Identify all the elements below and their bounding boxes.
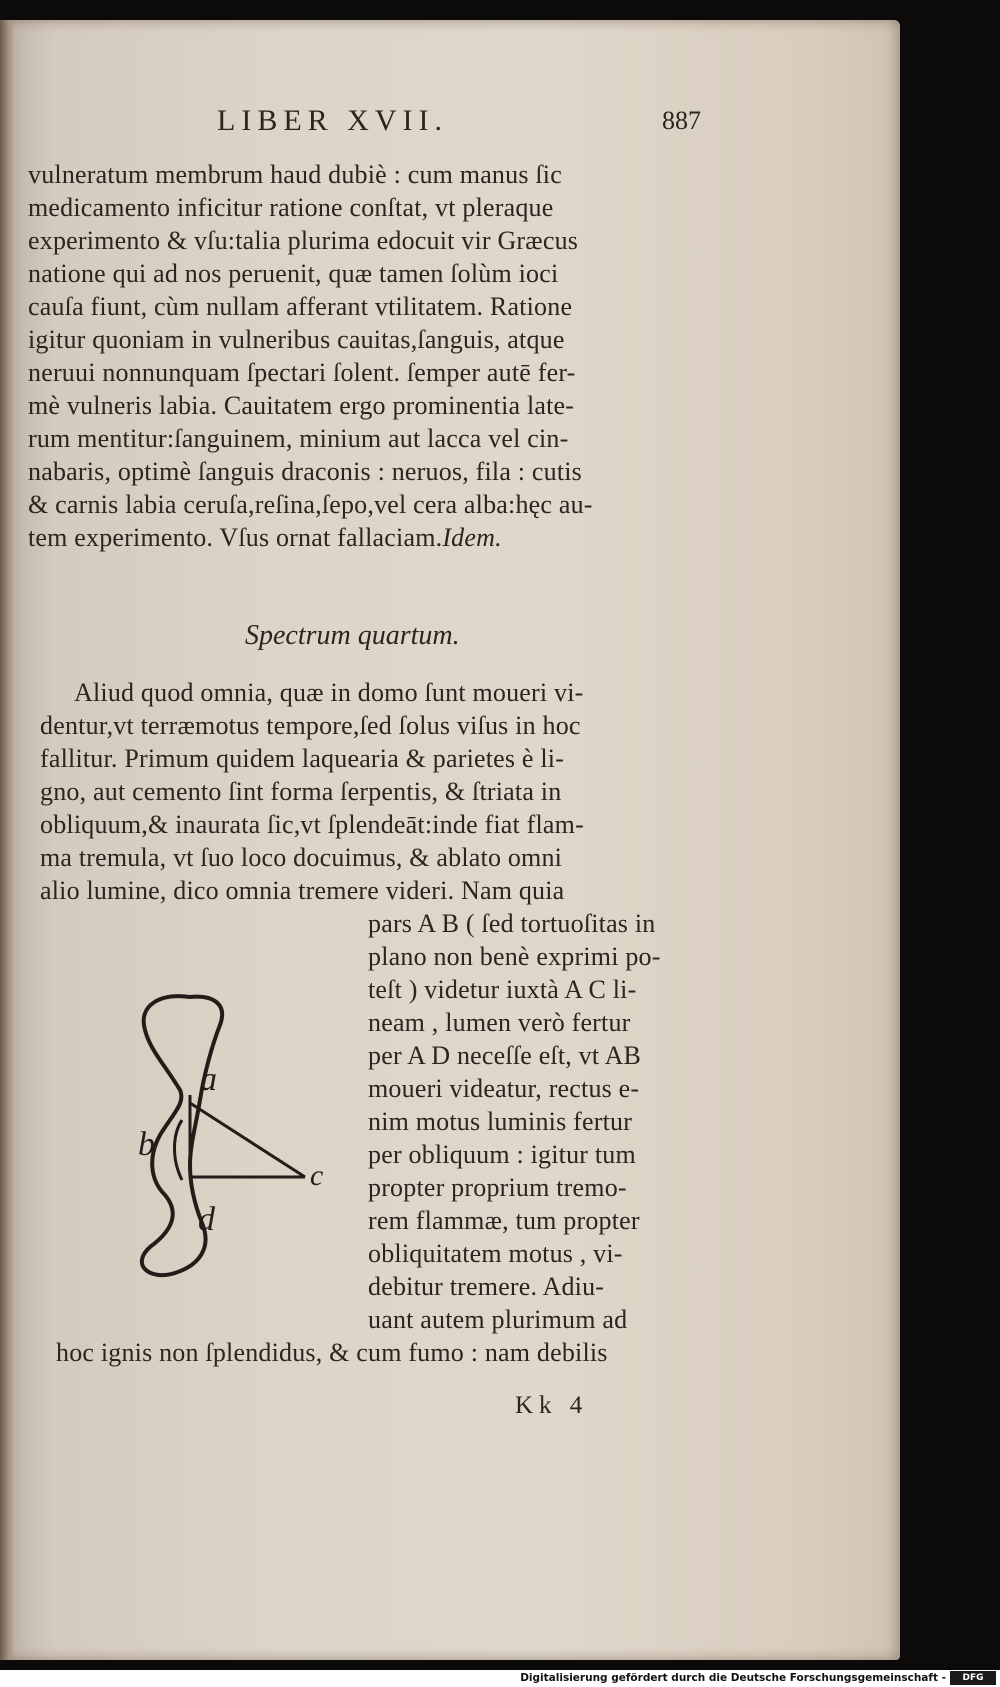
idem-citation: Idem.: [442, 523, 502, 552]
text-line: mè vulneris labia. Cauitatem ergo prominentia late-: [28, 391, 575, 420]
text-line: neruui nonnunquam ſpectari ſolent. ſemper autē fer-: [28, 358, 576, 387]
text-line: obliquum,& inaurata ſic,vt ſplendeāt:inde fiat flam-: [40, 810, 584, 839]
text-line: per A D neceſſe eſt, vt AB: [368, 1041, 642, 1070]
page-number: 887: [662, 106, 701, 135]
running-head: LIBER XVII.: [217, 104, 448, 137]
text-line: & carnis labia ceruſa,reſina,ſepo,vel cera alba:hęc au-: [28, 490, 593, 519]
text-line: alio lumine, dico omnia tremere videri. Nam quia: [40, 876, 565, 905]
text-line: nabaris, optimè ſanguis draconis : neruos, fila : cutis: [28, 457, 582, 486]
text-fragment: tem experimento. Vſus ornat fallaciam.: [28, 523, 443, 552]
text-line: gno, aut cemento ſint forma ſerpentis, & ſtriata in: [40, 777, 562, 806]
signature-mark: Kk 4: [515, 1392, 589, 1419]
text-line: vulneratum membrum haud dubiè : cum manus ſic: [28, 160, 562, 189]
footer-band: [0, 1670, 1000, 1687]
text-line-last: [28, 523, 502, 553]
text-line: obliquitatem motus , vi-: [368, 1239, 623, 1268]
text-line: rem flammæ, tum propter: [368, 1206, 640, 1235]
label-c: c: [310, 1159, 324, 1192]
section-heading: Spectrum quartum.: [245, 620, 460, 651]
label-b: b: [138, 1126, 155, 1163]
text-line: cauſa fiunt, cùm nullam afferant vtilitatem. Ratione: [28, 292, 573, 321]
line-ac: [190, 1103, 305, 1177]
page-header: [0, 104, 760, 144]
text-line: nim motus luminis fertur: [368, 1107, 633, 1136]
label-a: a: [200, 1061, 217, 1098]
text-line: dentur,vt terræmotus tempore,ſed ſolus viſus in hoc: [40, 711, 581, 740]
binding-edge: [0, 20, 14, 1660]
text-line: Aliud quod omnia, quæ in domo ſunt moueri vi-: [74, 678, 584, 707]
text-line: pars A B ( ſed tortuoſitas in: [368, 909, 656, 938]
inner-line: [175, 1120, 183, 1180]
text-line: teſt ) videtur iuxtà A C li-: [368, 975, 637, 1004]
text-line: debitur tremere. Adiu-: [368, 1272, 605, 1301]
text-line: ma tremula, vt ſuo loco docuimus, & ablato omni: [40, 843, 563, 872]
text-line: experimento & vſu:talia plurima edocuit vir Græcus: [28, 226, 579, 255]
text-line: medicamento inficitur ratione conſtat, vt pleraque: [28, 193, 554, 222]
text-line: igitur quoniam in vulneribus cauitas,ſanguis, atque: [28, 325, 565, 354]
text-line: natione qui ad nos peruenit, quæ tamen ſolùm ioci: [28, 259, 559, 288]
text-line: uant autem plurimum ad: [368, 1305, 628, 1334]
text-line: per obliquum : igitur tum: [368, 1140, 636, 1169]
serpent-diagram: [120, 985, 340, 1285]
text-line: neam , lumen verò fertur: [368, 1008, 631, 1037]
text-line: fallitur. Primum quidem laquearia & parietes è li-: [40, 744, 565, 773]
text-line: propter proprium tremo-: [368, 1173, 627, 1202]
dfg-logo: DFG: [950, 1671, 996, 1685]
text-line: hoc ignis non ſplendidus, & cum fumo : nam debilis: [56, 1338, 608, 1367]
text-line: plano non benè exprimi po-: [368, 942, 661, 971]
text-line: moueri videatur, rectus e-: [368, 1074, 640, 1103]
label-d: d: [198, 1201, 215, 1238]
footer-credit: Digitalisierung gefördert durch die Deutsche Forschungsgemeinschaft -: [520, 1672, 946, 1684]
text-line: rum mentitur:ſanguinem, minium aut lacca vel cin-: [28, 424, 569, 453]
